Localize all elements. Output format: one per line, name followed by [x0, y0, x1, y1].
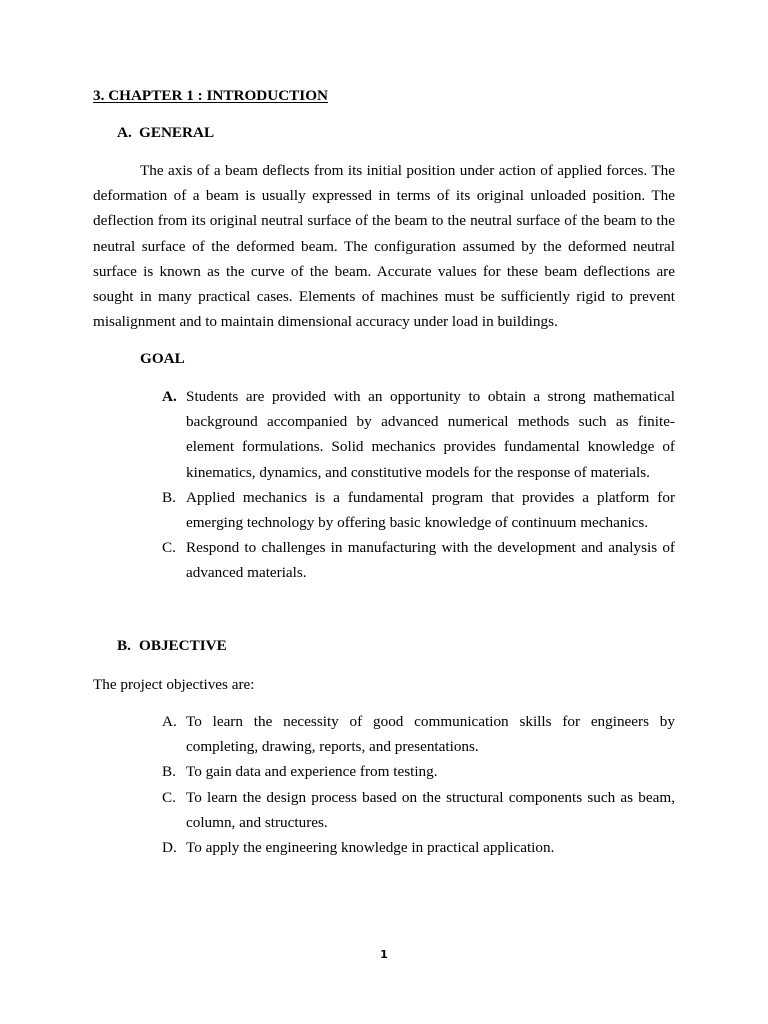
objective-item: [162, 785, 675, 835]
goal-item: [162, 485, 675, 535]
objective-item: [162, 759, 675, 784]
list-marker: D.: [162, 839, 177, 857]
objective-item: [162, 709, 675, 759]
goal-item: [162, 535, 675, 585]
goal-heading: GOAL: [140, 350, 185, 367]
objective-list: [162, 709, 675, 860]
section-a-heading: [117, 123, 214, 143]
list-marker: B.: [162, 763, 176, 781]
objectives-intro: The project objectives are:: [93, 676, 255, 693]
list-marker: A.: [162, 713, 177, 730]
goal-item: [162, 384, 675, 485]
list-marker: C.: [162, 539, 176, 557]
list-item-text: To learn the design process based on the structural components such as beam, column, and structures.: [186, 788, 675, 831]
chapter-title: 3. CHAPTER 1 : INTRODUCTION: [93, 87, 328, 104]
section-a-title: GENERAL: [139, 124, 215, 141]
section-a-letter: A.: [117, 124, 132, 141]
list-marker: B.: [162, 488, 176, 506]
section-b-title: OBJECTIVE: [139, 637, 227, 654]
goal-list: [162, 384, 675, 586]
section-b-letter: B.: [117, 637, 131, 654]
page-number: 1: [380, 948, 388, 961]
list-marker: A.: [162, 388, 177, 405]
list-item-text: To apply the engineering knowledge in practical application.: [186, 839, 555, 857]
list-marker: C.: [162, 788, 176, 806]
objective-item: [162, 835, 675, 860]
list-item-text: To learn the necessity of good communication skills for engineers by completing, drawing, reports, and presentations.: [186, 713, 675, 756]
list-item-text: Applied mechanics is a fundamental program that provides a platform for emerging technology by offering basic knowledge of continuum mechanics.: [186, 488, 675, 532]
section-b-heading: [117, 636, 227, 656]
list-item-text: Students are provided with an opportunity to obtain a strong mathematical background accompanied by advanced numerical methods such as finite-element formulations. Solid mechanics provides fundamental knowledge of kinematics, dynamics, and constitutive models for the response of materials.: [186, 388, 675, 481]
general-paragraph: The axis of a beam deflects from its initial position under action of applied forces. The deformation of a beam is usually expressed in terms of its original unloaded position. The deflection from its original neutral surface of the beam to the neutral surface of the beam to the neutral surface of the deformed beam. The configuration assumed by the deformed neutral surface is known as the curve of the beam. Accurate values for these beam deflections are sought in many practical cases. Elements of machines must be sufficiently rigid to prevent misalignment and to maintain dimensional accuracy under load in buildings.: [93, 162, 675, 331]
list-item-text: To gain data and experience from testing.: [186, 763, 438, 781]
list-item-text: Respond to challenges in manufacturing with the development and analysis of advanced materials.: [186, 539, 675, 582]
